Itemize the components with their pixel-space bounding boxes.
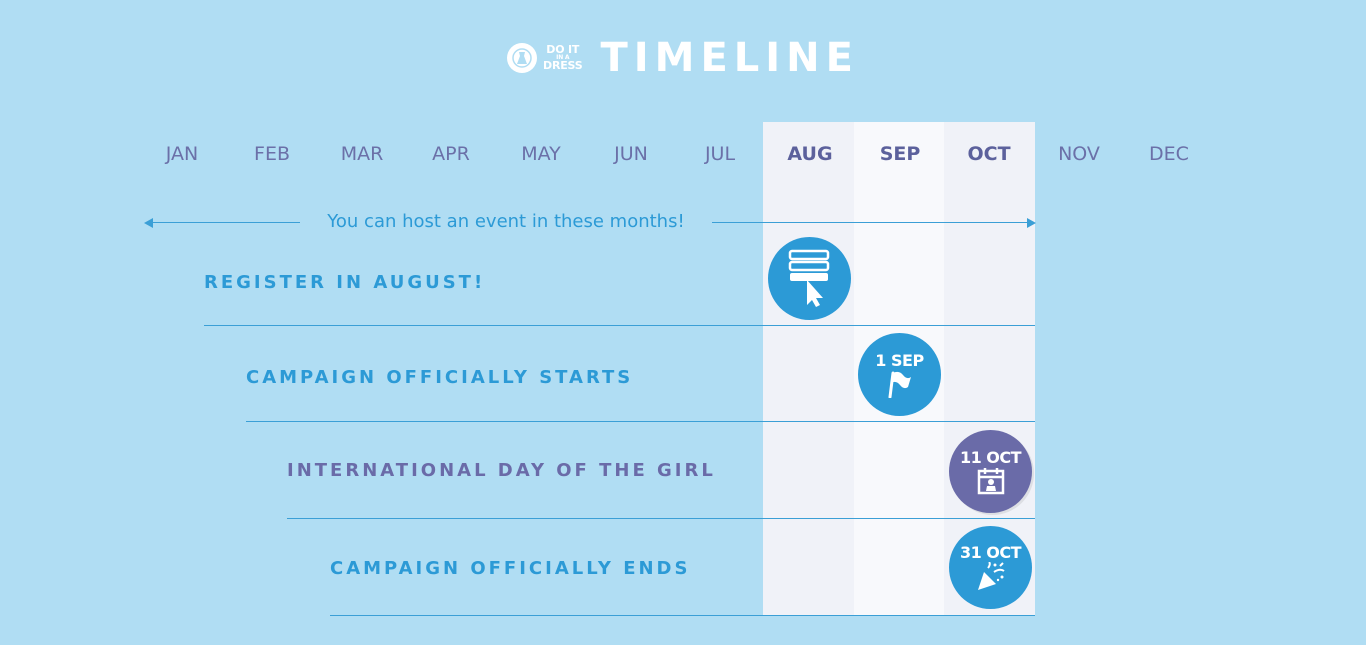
- arrow-line-right: [712, 222, 1030, 223]
- month-jul: JUL: [704, 143, 736, 165]
- host-event-note: You can host an event in these months!: [327, 211, 685, 232]
- month-apr: APR: [432, 143, 470, 165]
- event-divider-end: [330, 615, 1035, 616]
- flag-icon: [887, 370, 913, 398]
- event-date-end: 31 OCT: [959, 542, 1022, 562]
- logo-line-1: DO IT: [546, 43, 580, 56]
- event-badge-day-of-girl: [949, 430, 1032, 513]
- do-it-in-a-dress-logo: [507, 43, 582, 73]
- month-jan: JAN: [165, 143, 199, 165]
- page-title: TIMELINE: [600, 35, 859, 81]
- month-dec: DEC: [1149, 143, 1189, 165]
- arrow-right-icon: [1027, 218, 1036, 228]
- event-date-start: 1 SEP: [875, 350, 924, 370]
- event-divider-day-of-girl: [287, 518, 1035, 519]
- dress-logo-icon: [507, 43, 537, 73]
- month-oct: OCT: [967, 143, 1011, 165]
- month-may: MAY: [521, 143, 561, 165]
- highlight-column-aug: [763, 122, 854, 615]
- month-feb: FEB: [254, 143, 290, 165]
- event-divider-start: [246, 421, 1035, 422]
- event-badge-end: [949, 526, 1032, 609]
- arrow-left-icon: [144, 218, 153, 228]
- month-nov: NOV: [1058, 143, 1100, 165]
- event-divider-register: [204, 325, 1035, 326]
- event-date-day-of-girl: 11 OCT: [959, 447, 1022, 467]
- logo-line-3: DRESS: [543, 59, 583, 72]
- arrow-line-left: [150, 222, 300, 223]
- event-label-register: REGISTER IN AUGUST!: [204, 272, 486, 293]
- month-aug: AUG: [787, 143, 833, 165]
- calendar-icon: [977, 467, 1005, 495]
- register-click-icon: [787, 249, 833, 309]
- party-popper-icon: [974, 562, 1008, 592]
- event-label-start: CAMPAIGN OFFICIALLY STARTS: [246, 367, 634, 388]
- month-jun: JUN: [614, 143, 648, 165]
- logo-line-2: IN A: [556, 54, 570, 61]
- event-label-end: CAMPAIGN OFFICIALLY ENDS: [330, 558, 691, 579]
- event-label-day-of-girl: INTERNATIONAL DAY OF THE GIRL: [287, 460, 716, 481]
- month-sep: SEP: [879, 143, 921, 165]
- header: [0, 33, 1366, 83]
- event-badge-register: [768, 237, 851, 320]
- logo-wordmark: [543, 45, 582, 71]
- event-badge-start: [858, 333, 941, 416]
- month-mar: MAR: [340, 143, 384, 165]
